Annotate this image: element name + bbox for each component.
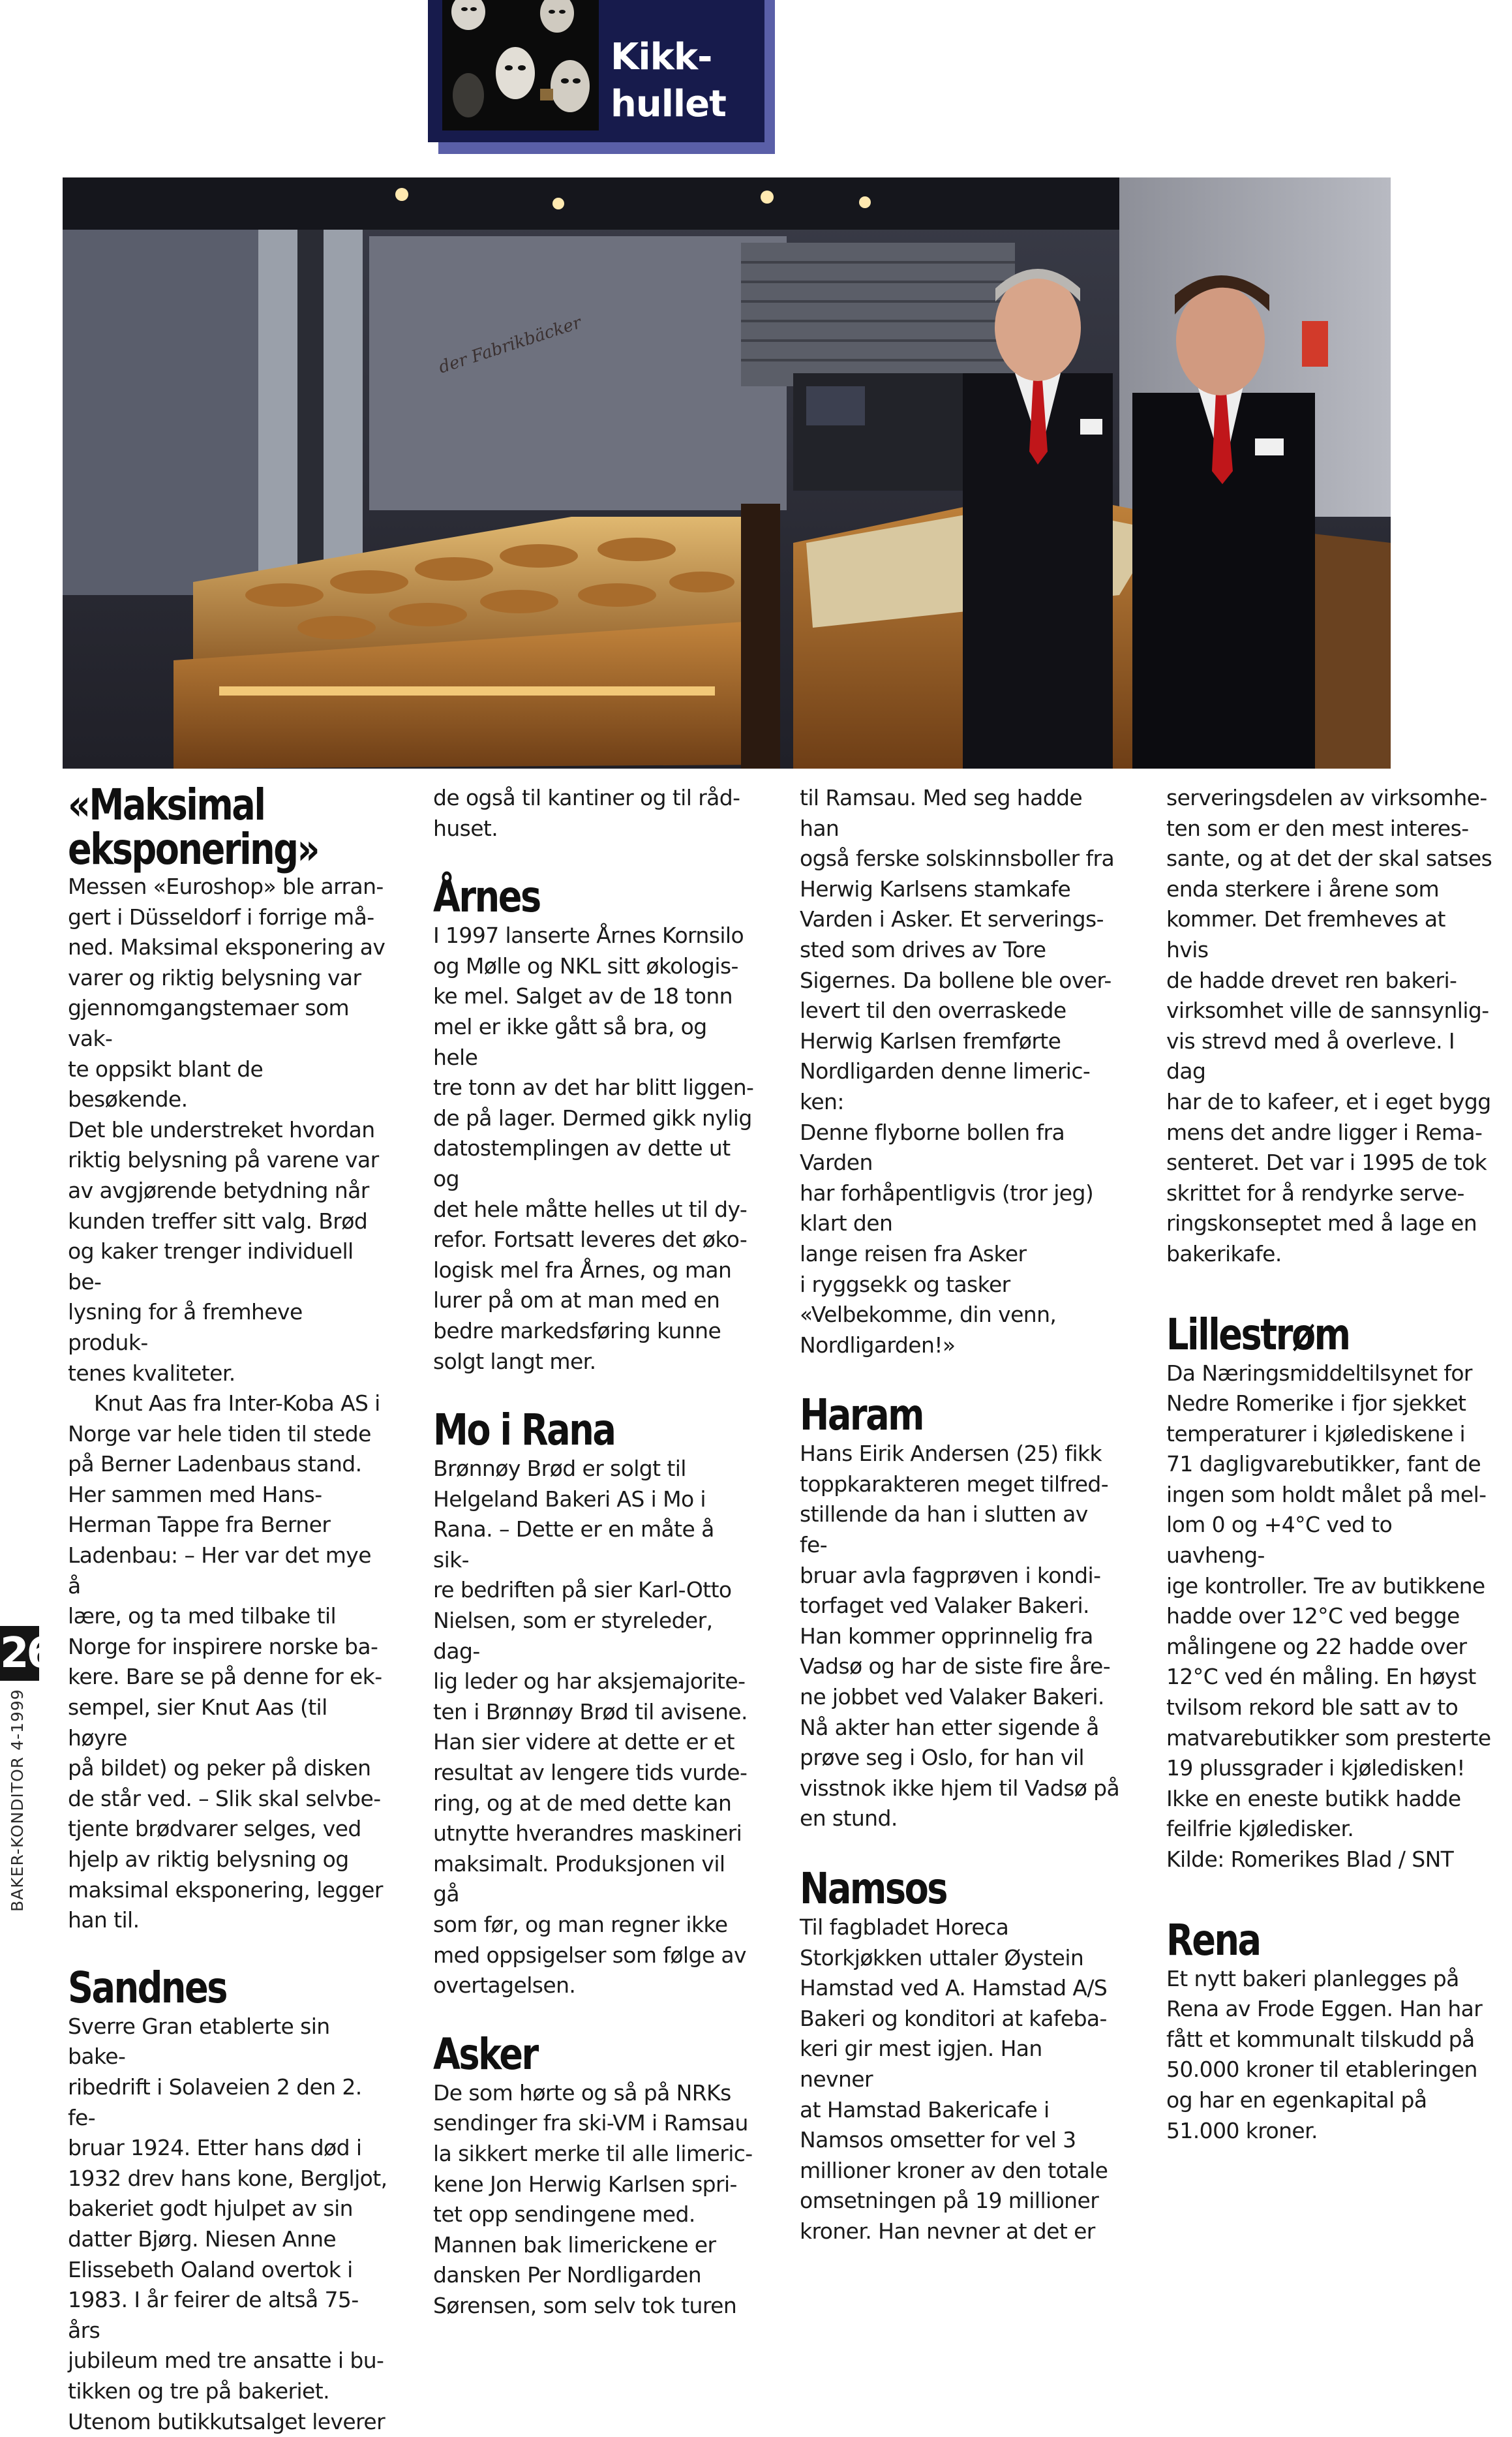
page-number: 26 — [0, 1629, 53, 1678]
column-3 — [800, 783, 1121, 2247]
article-body-asker-cont: til Ramsau. Med seg hadde han også ferske solskinnsboller fra Herwig Karlsens stamkafe Varden i Asker. Et serverings- sted som drives av Tore Sigernes. Da bollene ble over- levert til den overraskede Herwig Karlsen fremførte Nordligarden denne limeric- ken: Denne flyborne bollen fra Varden har forhåpentligvis (tror jeg) klart den lange reisen fra Asker i ryggsekk og tasker «Velbekomme, din venn, Nordligarden!» — [800, 785, 1115, 1358]
masks-photo — [442, 0, 599, 130]
bakery-counter-illustration — [63, 177, 1391, 769]
section-title: Kikk- hullet — [611, 36, 726, 125]
article-body-lillestrom: Da Næringsmiddeltilsynet for Nedre Romerike i fjor sjekket temperaturer i kjølediskene i 71 dagligvarebutikker, fant de ingen som holdt målet på mel- lom 0 og +4°C ved to uavheng- ige kontroller. Tre av butikkene hadde over 12°C ved begge målingene og 22 hadde over 12°C ved én måling. En høyst tvilsom rekord ble satt av to matvarebutikker som presterte 19 plussgrader i kjøledisken! Ikke en eneste butikk hadde feilfrie kjøledisker. Kilde: Romerikes Blad / SNT — [1166, 1360, 1491, 1872]
article-body-arnes: I 1997 lanserte Årnes Kornsilo og Mølle og NKL sitt økologis- ke mel. Salget av de 18 tonn mel er ikke gått så bra, og hele tre tonn av det har blitt liggen- de på lager. Dermed gikk nylig datostemplingen av dette ut og det hele måtte helles ut til dy- refor. Fortsatt leveres det øko- logisk mel fra Årnes, og man lurer på om at man med en bedre markedsføring kunne solgt langt mer. — [433, 923, 754, 1374]
article-heading-arnes: Årnes — [433, 872, 540, 923]
article-body-maksimal: Messen «Euroshop» ble arran- gert i Düsseldorf i forrige må- ned. Maksimal eksponering av varer og riktig belysning var gjennomgangstemaer som vak- te oppsikt blant de besøkende. Det ble understreket hvordan riktig belysning på varene var av avgjørende betydning når kunden treffer sitt valg. Brød og kaker trenger individuell be- lysning for å fremheve produk- tenes kvaliteter. — [68, 874, 386, 1386]
article-body-sandnes: Sverre Gran etablerte sin bake- ribedrift i Solaveien 2 den 2. fe- bruar 1924. Etter hans død i 1932 drev hans kone, Bergljot, bakeriet godt hjulpet av sin datter Bjørg. Niesen Anne Elissebeth Oaland overtok i 1983. I år feirer de altså 75-års jubileum med tre ansatte i bu- tikken og tre på bakeriet. Utenom butikkutsalget leverer — [68, 2013, 387, 2434]
column-1 — [68, 780, 389, 2437]
magazine-issue-caption: BAKER-KONDITOR 4-1999 — [8, 1689, 27, 1912]
bakery-stand-photo — [63, 177, 1391, 769]
article-body-rena: Et nytt bakeri planlegges på Rena av Frode Eggen. Han har fått et kommunalt tilskudd på 50.000 kroner til etableringen og har en egenkapital på 51.000 kroner. — [1166, 1965, 1483, 2143]
article-heading-lillestrom: Lillestrøm — [1166, 1309, 1350, 1360]
article-heading-sandnes: Sandnes — [68, 1962, 227, 2013]
article-heading-asker: Asker — [433, 2029, 537, 2079]
masks-illustration — [442, 0, 599, 130]
article-body-moirana: Brønnøy Brød er solgt til Helgeland Bakeri AS i Mo i Rana. – Dette er en måte å sik- re bedriften på sier Karl-Otto Nielsen, som er styreleder, dag- lig leder og har aksjemajorite- ten i Brønnøy Brød til avisene. Han sier videre at dette er et resultat av lengere tids vurde- ring, og at de med dette kan utnytte hverandres maskineri maksimalt. Produksjonen vil gå som før, og man regner ikke med oppsigelser som følge av overtagelsen. — [433, 1456, 748, 1999]
article-heading-maksimal: «Maksimal eksponering» — [68, 780, 319, 874]
article-heading-namsos: Namsos — [800, 1863, 947, 1914]
article-body-sandnes-cont: de også til kantiner og til råd- huset. — [433, 785, 740, 841]
article-heading-haram: Haram — [800, 1390, 924, 1441]
article-body-haram: Hans Eirik Andersen (25) fikk toppkarakteren meget tilfred- stillende da han i slutten av fe- bruar avla fagprøven i kondi- torfaget ved Valaker Bakeri. Han kommer opprinnelig fra Vadsø og har de siste fire åre- ne jobbet ved Valaker Bakeri. Nå akter han etter sigende å prøve seg i Oslo, for han vil visstnok ikke hjem til Vadsø på en stund. — [800, 1441, 1120, 1832]
column-4 — [1166, 783, 1492, 2146]
article-body-namsos: Til fagbladet Horeca Storkjøkken uttaler Øystein Hamstad ved A. Hamstad A/S Bakeri og konditori at kafeba- keri gir mest igjen. Han nevner at Hamstad Bakericafe i Namsos omsetter for vel 3 millioner kroner av den totale omsetningen på 19 millioner kroner. Han nevner at det er — [800, 1914, 1108, 2244]
bakery-sign-text: der Fabrikbäcker — [436, 313, 584, 378]
article-heading-moirana: Mo i Rana — [433, 1405, 615, 1456]
article-body-namsos-cont: serveringsdelen av virksomhe- ten som er den mest interes- sante, og at det der skal satses enda sterkere i årene som kommer. Det fremheves at hvis de hadde drevet ren bakeri- virksomhet ville de sannsynlig- vis strevd med å overleve. I dag har de to kafeer, et i eget bygg mens det andre ligger i Rema- senteret. Det var i 1995 de tok skrittet for å rendyrke serve- ringskonseptet med å lage en bakerikafe. — [1166, 785, 1492, 1266]
article-body-asker: De som hørte og så på NRKs sendinger fra ski-VM i Ramsau la sikkert merke til alle limeric- kene Jon Herwig Karlsen spri- tet opp sendingene med. Mannen bak limerickene er dansken Per Nordligarden Sørensen, som selv tok turen — [433, 2079, 753, 2318]
column-2 — [433, 783, 754, 2322]
article-body-maksimal-2: Knut Aas fra Inter-Koba AS i Norge var hele tiden til stede på Berner Ladenbaus stand. Her sammen med Hans- Herman Tappe fra Berner Ladenbau: – Her var det mye å lære, og ta med tilbake til Norge for inspirere norske ba- kere. Bare se på denne for ek- sempel, sier Knut Aas (til høyre på bildet) og peker på disken de står ved. – Slik skal selvbe- tjente brødvarer selges, ved hjelp av riktig belysning og maksimal eksponering, legger han til. — [68, 1390, 383, 1933]
article-heading-rena: Rena — [1166, 1914, 1260, 1965]
